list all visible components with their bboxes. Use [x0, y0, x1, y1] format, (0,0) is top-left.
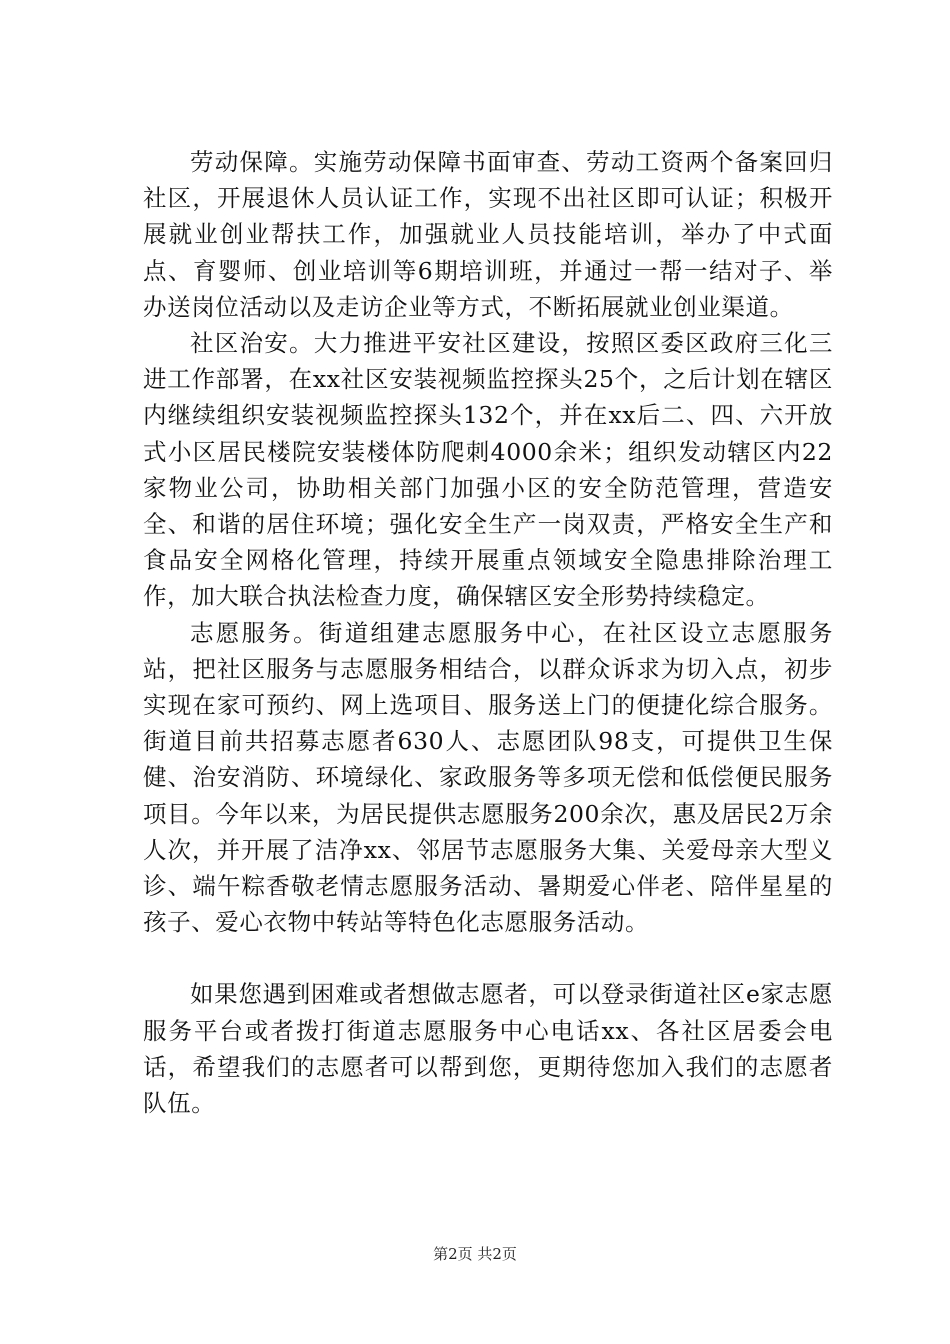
paragraph-community-security: 社区治安。大力推进平安社区建设，按照区委区政府三化三进工作部署，在xx社区安装视频监控探头25个，之后计划在辖区内继续组织安装视频监控探头132个，并在xx后二、四、六开放式小区居民楼院安装楼体防爬刺4000余米；组织发动辖区内22家物业公司，协助相关部门加强小区的安全防范管理，营造安全、和谐的居住环境；强化安全生产一岗双责，严格安全生产和食品安全网格化管理，持续开展重点领域安全隐患排除治理工作，加大联合执法检查力度，确保辖区安全形势持续稳定。 [143, 329, 833, 611]
paragraph-volunteer-invitation: 如果您遇到困难或者想做志愿者，可以登录街道社区e家志愿服务平台或者拨打街道志愿服务中心电话xx、各社区居委会电话，希望我们的志愿者可以帮到您，更期待您加入我们的志愿者队伍。 [143, 980, 833, 1118]
page-number-footer: 第2页 共2页 [433, 1245, 517, 1263]
document-body [143, 144, 833, 1121]
paragraph-volunteer-service: 志愿服务。街道组建志愿服务中心，在社区设立志愿服务站，把社区服务与志愿服务相结合，以群众诉求为切入点，初步实现在家可预约、网上选项目、服务送上门的便捷化综合服务。街道目前共招募志愿者630人、志愿团队98支，可提供卫生保健、治安消防、环境绿化、家政服务等多项无偿和低偿便民服务项目。今年以来，为居民提供志愿服务200余次，惠及居民2万余人次，并开展了洁净xx、邻居节志愿服务大集、关爱母亲大型义诊、端午粽香敬老情志愿服务活动、暑期爱心伴老、陪伴星星的孩子、爱心衣物中转站等特色化志愿服务活动。 [143, 618, 833, 937]
paragraph-gap [143, 940, 833, 976]
paragraph-labor-security: 劳动保障。实施劳动保障书面审查、劳动工资两个备案回归社区，开展退休人员认证工作，实现不出社区即可认证；积极开展就业创业帮扶工作，加强就业人员技能培训，举办了中式面点、育婴师、创业培训等6期培训班，并通过一帮一结对子、举办送岗位活动以及走访企业等方式，不断拓展就业创业渠道。 [143, 148, 833, 321]
